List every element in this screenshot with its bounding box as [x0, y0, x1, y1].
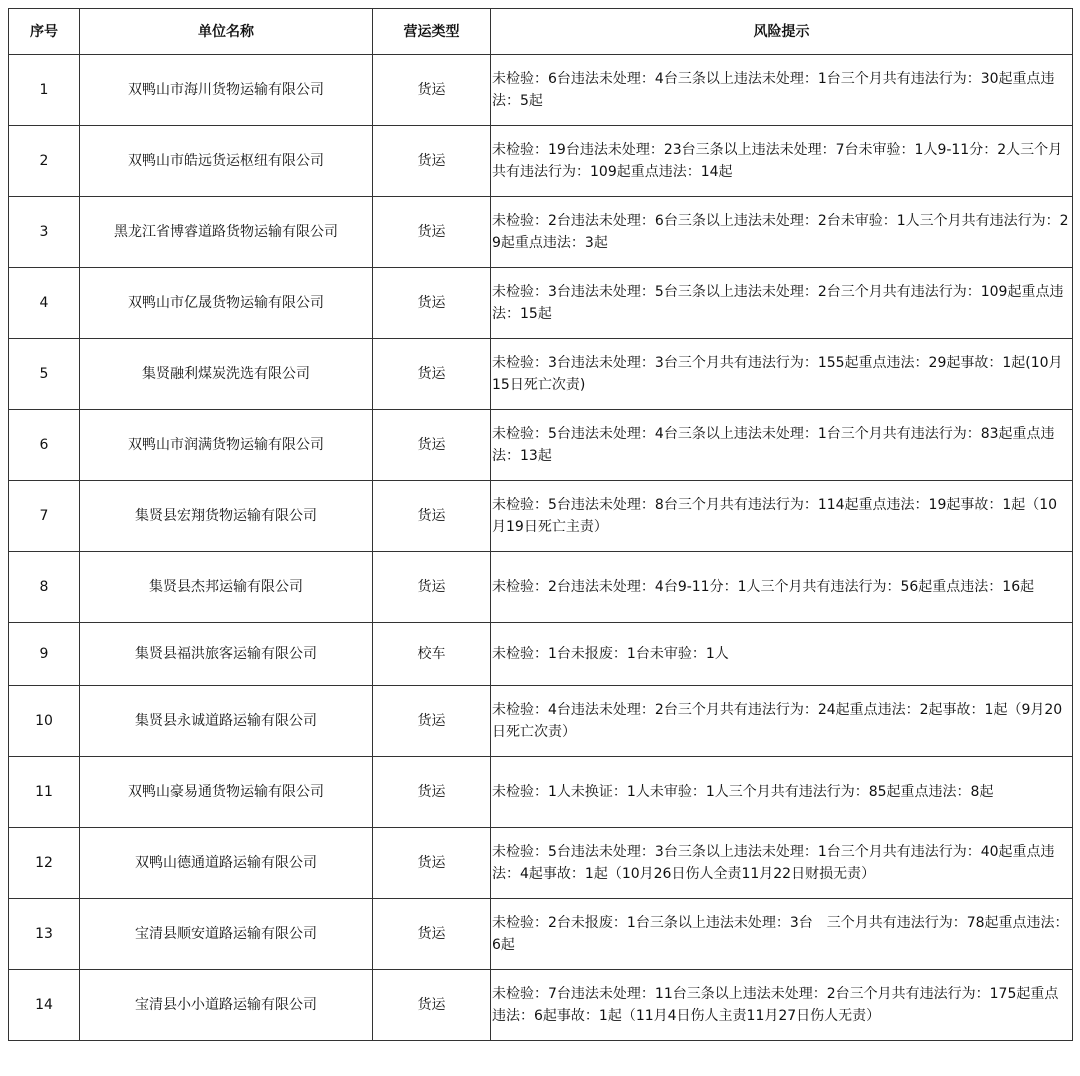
header-operation-type: 营运类型	[373, 9, 491, 55]
risk-warning-cell: 未检验：5台违法未处理：3台三条以上违法未处理：1台三个月共有违法行为：40起重点违法：4起事故：1起（10月26日伤人全责11月22日财损无责）	[491, 828, 1073, 899]
risk-warning-cell: 未检验：1台未报废：1台未审验：1人	[491, 623, 1073, 686]
company-name-cell: 双鸭山市润满货物运输有限公司	[80, 410, 373, 481]
company-name-cell: 集贤县宏翔货物运输有限公司	[80, 481, 373, 552]
header-company-name: 单位名称	[80, 9, 373, 55]
row-index-cell: 12	[9, 828, 80, 899]
table-row	[9, 410, 1073, 481]
table-row	[9, 197, 1073, 268]
risk-table	[8, 8, 1073, 1041]
operation-type-cell: 货运	[373, 481, 491, 552]
company-name-cell: 双鸭山德通道路运输有限公司	[80, 828, 373, 899]
company-name-cell: 双鸭山市海川货物运输有限公司	[80, 55, 373, 126]
table-row	[9, 268, 1073, 339]
table-row	[9, 757, 1073, 828]
operation-type-cell: 货运	[373, 686, 491, 757]
risk-warning-cell: 未检验：6台违法未处理：4台三条以上违法未处理：1台三个月共有违法行为：30起重点违法：5起	[491, 55, 1073, 126]
table-row	[9, 899, 1073, 970]
company-name-cell: 黑龙江省博睿道路货物运输有限公司	[80, 197, 373, 268]
row-index-cell: 7	[9, 481, 80, 552]
row-index-cell: 3	[9, 197, 80, 268]
risk-warning-cell: 未检验：7台违法未处理：11台三条以上违法未处理：2台三个月共有违法行为：175起重点违法：6起事故：1起（11月4日伤人主责11月27日伤人无责）	[491, 970, 1073, 1041]
row-index-cell: 2	[9, 126, 80, 197]
operation-type-cell: 货运	[373, 899, 491, 970]
risk-warning-cell: 未检验：4台违法未处理：2台三个月共有违法行为：24起重点违法：2起事故：1起（9月20日死亡次责）	[491, 686, 1073, 757]
table-row	[9, 552, 1073, 623]
header-index: 序号	[9, 9, 80, 55]
risk-table-container	[8, 8, 1073, 1041]
risk-warning-cell: 未检验：2台未报废：1台三条以上违法未处理：3台 三个月共有违法行为：78起重点违法：6起	[491, 899, 1073, 970]
operation-type-cell: 货运	[373, 197, 491, 268]
table-header-row	[9, 9, 1073, 55]
operation-type-cell: 货运	[373, 970, 491, 1041]
table-row	[9, 339, 1073, 410]
table-row	[9, 126, 1073, 197]
company-name-cell: 集贤融利煤炭洗选有限公司	[80, 339, 373, 410]
table-row	[9, 970, 1073, 1041]
operation-type-cell: 货运	[373, 410, 491, 481]
table-row	[9, 481, 1073, 552]
row-index-cell: 13	[9, 899, 80, 970]
row-index-cell: 5	[9, 339, 80, 410]
header-risk-warning: 风险提示	[491, 9, 1073, 55]
table-row	[9, 686, 1073, 757]
company-name-cell: 集贤县永诚道路运输有限公司	[80, 686, 373, 757]
operation-type-cell: 货运	[373, 55, 491, 126]
row-index-cell: 8	[9, 552, 80, 623]
table-row	[9, 55, 1073, 126]
risk-warning-cell: 未检验：19台违法未处理：23台三条以上违法未处理：7台未审验：1人9-11分：2人三个月共有违法行为：109起重点违法：14起	[491, 126, 1073, 197]
company-name-cell: 集贤县福洪旅客运输有限公司	[80, 623, 373, 686]
operation-type-cell: 货运	[373, 268, 491, 339]
row-index-cell: 6	[9, 410, 80, 481]
risk-warning-cell: 未检验：1人未换证：1人未审验：1人三个月共有违法行为：85起重点违法：8起	[491, 757, 1073, 828]
row-index-cell: 4	[9, 268, 80, 339]
company-name-cell: 宝清县小小道路运输有限公司	[80, 970, 373, 1041]
company-name-cell: 双鸭山市亿晟货物运输有限公司	[80, 268, 373, 339]
risk-warning-cell: 未检验：3台违法未处理：3台三个月共有违法行为：155起重点违法：29起事故：1起(10月15日死亡次责)	[491, 339, 1073, 410]
company-name-cell: 集贤县杰邦运输有限公司	[80, 552, 373, 623]
operation-type-cell: 货运	[373, 339, 491, 410]
row-index-cell: 9	[9, 623, 80, 686]
operation-type-cell: 货运	[373, 126, 491, 197]
risk-warning-cell: 未检验：5台违法未处理：4台三条以上违法未处理：1台三个月共有违法行为：83起重点违法：13起	[491, 410, 1073, 481]
operation-type-cell: 校车	[373, 623, 491, 686]
row-index-cell: 11	[9, 757, 80, 828]
company-name-cell: 宝清县顺安道路运输有限公司	[80, 899, 373, 970]
row-index-cell: 14	[9, 970, 80, 1041]
operation-type-cell: 货运	[373, 828, 491, 899]
operation-type-cell: 货运	[373, 552, 491, 623]
table-row	[9, 828, 1073, 899]
company-name-cell: 双鸭山豪易通货物运输有限公司	[80, 757, 373, 828]
operation-type-cell: 货运	[373, 757, 491, 828]
row-index-cell: 1	[9, 55, 80, 126]
table-body	[9, 55, 1073, 1041]
risk-warning-cell: 未检验：2台违法未处理：4台9-11分：1人三个月共有违法行为：56起重点违法：16起	[491, 552, 1073, 623]
risk-warning-cell: 未检验：2台违法未处理：6台三条以上违法未处理：2台未审验：1人三个月共有违法行为：29起重点违法：3起	[491, 197, 1073, 268]
company-name-cell: 双鸭山市皓远货运枢纽有限公司	[80, 126, 373, 197]
risk-warning-cell: 未检验：3台违法未处理：5台三条以上违法未处理：2台三个月共有违法行为：109起重点违法：15起	[491, 268, 1073, 339]
table-row	[9, 623, 1073, 686]
row-index-cell: 10	[9, 686, 80, 757]
risk-warning-cell: 未检验：5台违法未处理：8台三个月共有违法行为：114起重点违法：19起事故：1起（10月19日死亡主责）	[491, 481, 1073, 552]
